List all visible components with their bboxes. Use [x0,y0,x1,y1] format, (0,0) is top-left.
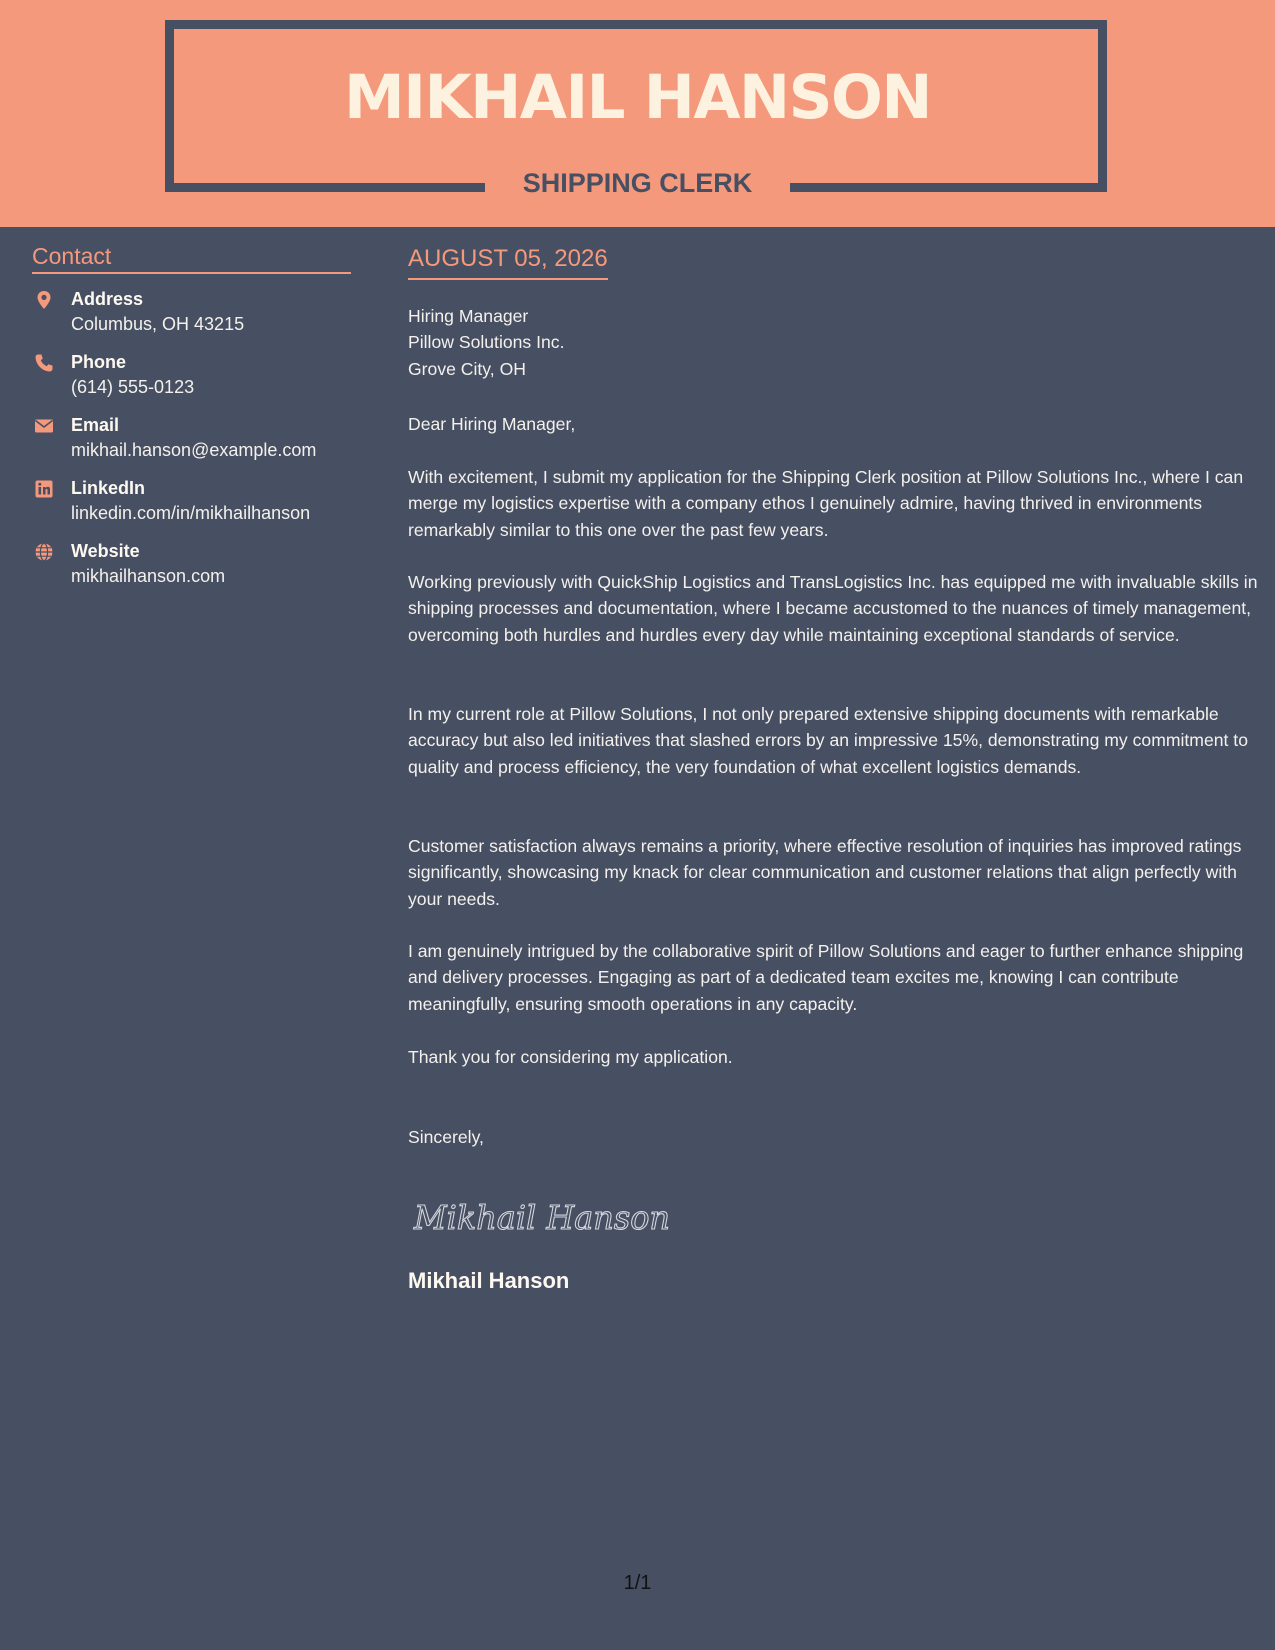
page-number: 1/1 [623,1572,652,1594]
letter-paragraph: In my current role at Pillow Solutions, I not only prepared extensive shipping documents with remarkable accuracy but also led initiatives that slashed errors by an impressive 15%, demonstrating my commitment to quality and process efficiency, the very foundation of what excellent logistics demands. [408,704,1248,777]
linkedin-value[interactable]: linkedin.com/in/mikhailhanson [71,503,311,523]
job-title: SHIPPING CLERK [485,164,791,202]
website-value[interactable]: mikhailhanson.com [71,566,226,586]
letter-paragraph: With excitement, I submit my application for the Shipping Clerk position at Pillow Solutions Inc., where I can merge my logistics expertise with a company ethos I genuinely admire, having thrived in environments remarkably similar to this one over the past few years. [408,467,1244,540]
recipient-name: Hiring Manager [408,306,529,326]
signer-name: Mikhail Hanson [408,1268,570,1293]
header-banner [0,0,1275,227]
letter-paragraph: I am genuinely intrigued by the collaborative spirit of Pillow Solutions and eager to further enhance shipping and delivery processes. Engaging as part of a dedicated team excites me, knowing I can contribute meaningfully, ensuring smooth operations in any capacity. [408,941,1244,1014]
letter-date: AUGUST 05, 2026 [408,244,608,280]
phone-icon [34,353,54,373]
contact-label: Email [71,415,120,435]
contact-heading: Contact [32,242,351,274]
globe-icon [34,542,54,562]
letter-paragraph: Working previously with QuickShip Logistics and TransLogistics Inc. has equipped me with invaluable skills in shipping processes and documentation, where I became accustomed to the nuances of timely management, overcoming both hurdles and hurdles every day while maintaining exceptional standards of service. [408,572,1258,645]
linkedin-icon [34,479,54,499]
letter-paragraph: Thank you for considering my application. [408,1047,733,1067]
contact-label: Address [71,289,144,309]
candidate-name: MIKHAIL HANSON [344,62,931,133]
letter-paragraph: Customer satisfaction always remains a priority, where effective resolution of inquiries has improved ratings significantly, showcasing my knack for clear communication and customer relations that align perfectly with your needs. [408,836,1242,909]
contact-label: LinkedIn [71,478,146,498]
location-pin-icon [34,290,54,310]
envelope-icon [34,416,54,436]
contact-label: Phone [71,352,127,372]
signature-text: Mikhail Hanson [413,1198,670,1237]
email-value[interactable]: mikhail.hanson@example.com [71,440,317,460]
recipient-location: Grove City, OH [408,359,526,379]
phone-value: (614) 555-0123 [71,377,195,397]
contact-label: Website [71,541,140,561]
job-title-wrap [0,164,1275,202]
address-value: Columbus, OH 43215 [71,314,245,334]
recipient-company: Pillow Solutions Inc. [408,332,565,352]
signature-image [410,1180,680,1250]
closing: Sincerely, [408,1127,484,1147]
salutation: Dear Hiring Manager, [408,414,576,434]
